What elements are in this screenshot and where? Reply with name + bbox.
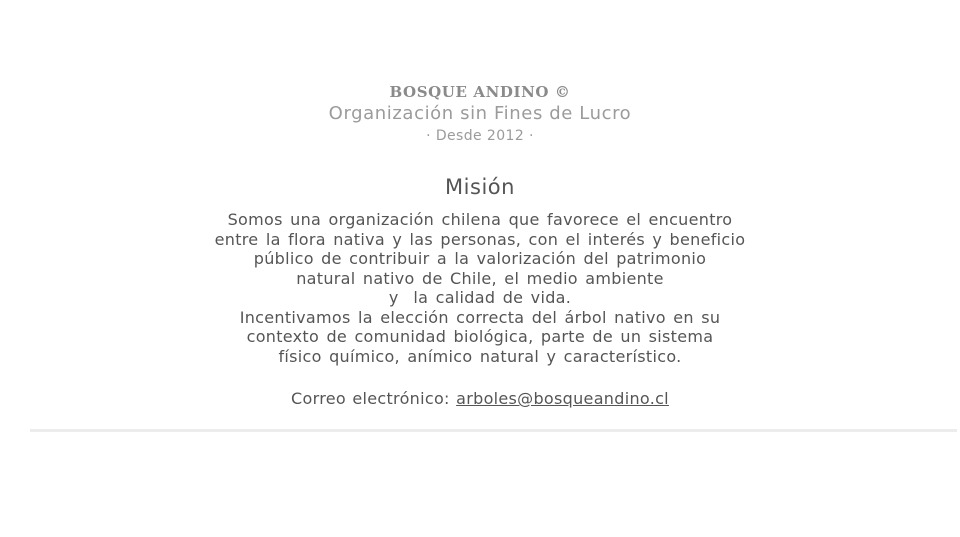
contact-label: Correo electrónico: (291, 389, 457, 408)
contact-line (0, 390, 960, 408)
mission-section (0, 176, 960, 408)
brand-subtitle: Organización sin Fines de Lucro (328, 103, 632, 124)
mission-line: público de contribuir a la valorización del patrimonio (253, 249, 707, 268)
mission-line: y la calidad de vida. (388, 288, 572, 307)
email-link[interactable]: arboles@bosqueandino.cl (456, 389, 669, 408)
mission-line: contexto de comunidad biológica, parte de un sistema (246, 327, 714, 346)
brand-title: BOSQUE ANDINO © (389, 83, 571, 101)
mission-line: entre la flora nativa y las personas, con el interés y beneficio (214, 229, 746, 249)
mission-line: físico químico, anímico natural y característico. (278, 346, 682, 366)
brand-tagline: · Desde 2012 · (426, 128, 534, 144)
mission-title: Misión (445, 175, 515, 199)
mission-line: natural nativo de Chile, el medio ambiente (296, 268, 664, 288)
mission-line: Somos una organización chilena que favorece el encuentro (227, 210, 733, 229)
mission-text (0, 210, 960, 366)
site-header (0, 0, 960, 144)
mission-line: Incentivamos la elección correcta del árbol nativo en su (239, 307, 721, 327)
footer-divider (30, 429, 957, 432)
